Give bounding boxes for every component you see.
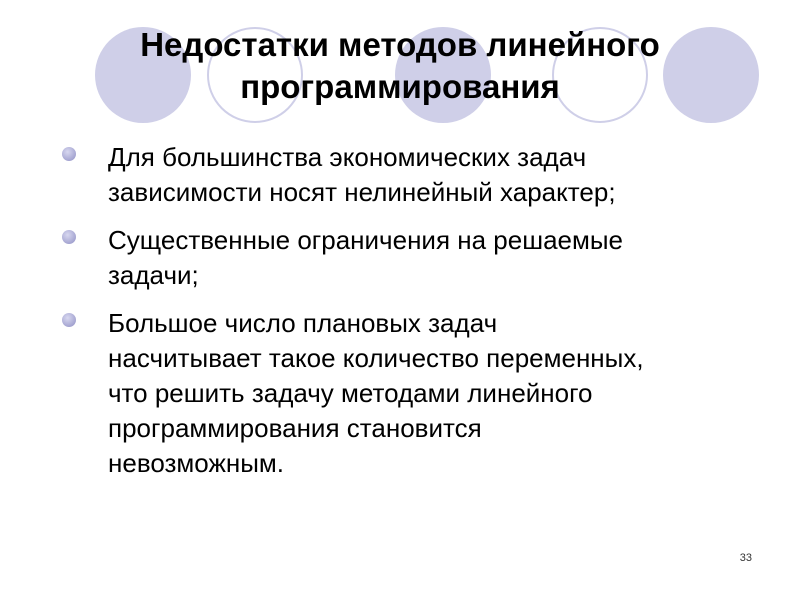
slide-title-line-2: программирования (240, 68, 560, 105)
bullet-text-line: задачи; (108, 260, 199, 290)
bullet-text-line: невозможным. (108, 448, 285, 478)
list-item (62, 306, 762, 481)
page-number: 33 (739, 552, 752, 564)
bullet-icon (62, 230, 76, 244)
bullet-list (62, 140, 762, 494)
list-item (62, 140, 762, 210)
slide-title (0, 24, 800, 108)
bullet-text-line: зависимости носят нелинейный характер; (108, 177, 616, 207)
bullet-text-line: что решить задачу методами линейного (108, 378, 593, 408)
bullet-text-line: программирования становится (108, 413, 482, 443)
list-item (62, 223, 762, 293)
bullet-text-line: Большое число плановых задач (108, 308, 498, 338)
bullet-text-line: Существенные ограничения на решаемые (108, 225, 624, 255)
slide-title-line-1: Недостатки методов линейного (140, 26, 660, 63)
bullet-text-line: Для большинства экономических задач (108, 142, 587, 172)
bullet-text-line: насчитывает такое количество переменных, (108, 343, 644, 373)
bullet-icon (62, 147, 76, 161)
bullet-icon (62, 313, 76, 327)
